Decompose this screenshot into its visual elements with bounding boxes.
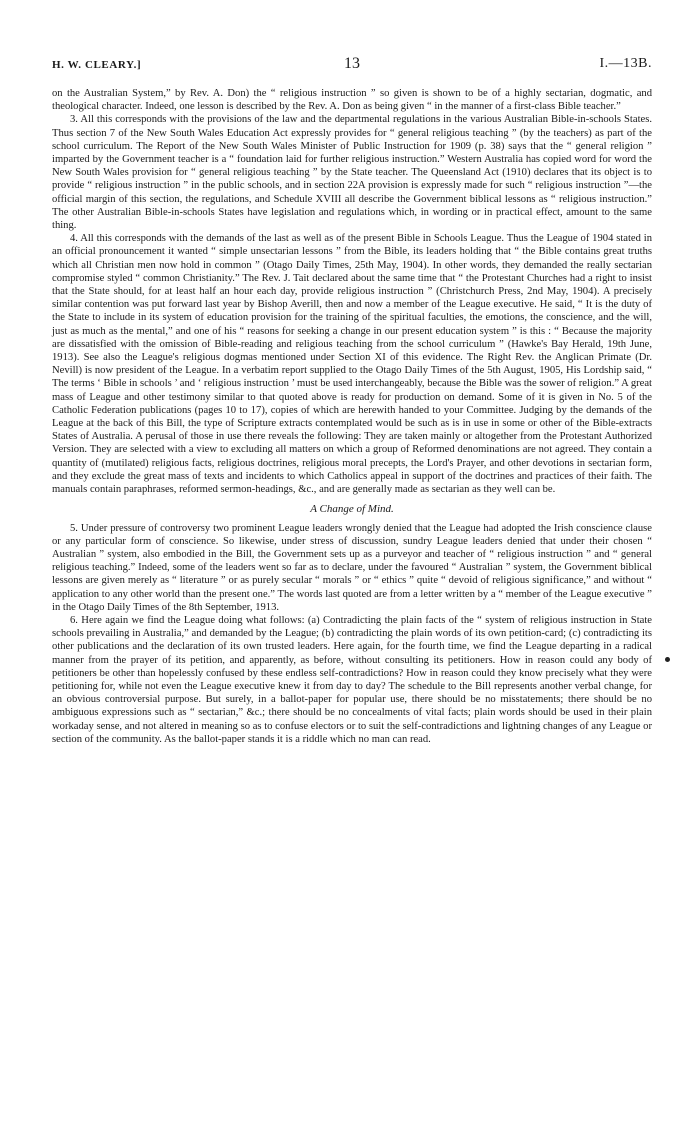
paragraph-6: 6. Here again we find the League doing what follows: (a) Contradicting the plain facts of the “ system of religious instruction in State schools prevailing in Australia,” and demanded by the League; (b) contradicting the plain words of its own petition-card; (c) contradicting its other publications and the declaration of its own trusted leaders. Here again, for the fourth time, we find the League departing in a radical manner from the prayer of its petition, and apparently, as before, without consulting its petitioners. How in reason could any body of petitioners be other than hopelessly confused by these endless self-contradictions? How in reason could they know precisely what they were petitioning for, while not even the League executive knew it from day to day? The schedule to the Bill represents another verbal change, for an obvious controversial purpose. But surely, in a ballot-paper for popular use, there should be no misstatements; there should be no ambiguous expressions such as “ sectarian,” &c.; there should be no concealments of vital facts; plain words should be used in their plain workaday sense, and not altered in meaning so as to confuse electors or to suit the self-contradictions and lightning changes of any League or section of the community. As the ballot-paper stands it is a riddle which no man can read. <box>52 614 652 745</box>
paragraph-4: 4. All this corresponds with the demands of the last as well as of the present Bible in Schools League. Thus the League of 1904 stated in an official pronouncement it wanted “ simple unsectarian lessons ” from the Bible, its leaders holding that “ the Bible contains great truths which all Christian men now hold in common ” (Otago Daily Times, 25th May, 1904). In other words, they demanded the really sectarian compromise styled “ common Christianity.” The Rev. J. Tait declared about the same time that “ the Protestant Churches had a right to insist that the State should, for at least half an hour each day, provide religious instruction ” (Christchurch Press, 2nd May, 1904). A precisely similar contention was put forward last year by Bishop Averill, then and now a member of the League executive. He said, “ It is the duty of the State to include in its system of education provision for the training of the spiritual faculties, the emotions, the conscience, and the will, just as much as the mental,” and one of his “ reasons for seeking a change in our present education system ” is this : “ Because the majority are dissatisfied with the omission of Bible-reading and religious teaching from the school curriculum ” (Hawke's Bay Herald, 19th June, 1913). See also the League's religious dogmas mentioned under Section XI of this evidence. The Right Rev. the Anglican Primate (Dr. Nevill) is now president of the League. In a verbatim report supplied to the Otago Daily Times of the 5th August, 1905, His Lordship said, “ The terms ‘ Bible in schools ’ and ‘ religious instruction ’ must be used interchangeably, because the Bible was the sower of religion.” A great mass of League and other testimony similar to that quoted above is ready for production on demand. Some of it is given in No. 5 of the Catholic Federation publications (pages 10 to 17), copies of which are herewith handed to your Committee. Judging by the demands of the League at the back of this Bill, the type of Scripture extracts contemplated would be such as is in use in some or other of the Bible-extracts States of Australia. A perusal of those in use there reveals the following: They are taken mainly or altogether from the Protestant Authorized Version. They are selected with a view to excluding all matters on which a group of Reformed denominations are not agreed. They contain a quantity of (mutilated) religious facts, religious doctrines, religious moral precepts, the Lord's Prayer, and other devotions in sectarian form, and they exclude the great mass of texts and incidents to which Catholics appeal in support of the doctrines and practices of their faith. The manuals contain paraphrases, reformed sermon-headings, &c., and are generally made as sectarian as they well can be. <box>52 233 652 496</box>
page-number: 13 <box>344 55 360 72</box>
body-text <box>52 87 652 746</box>
paragraph-5: 5. Under pressure of controversy two prominent League leaders wrongly denied that the League had adopted the Irish conscience clause or any particular form of conscience. So likewise, under stress of discussion, sundry League leaders denied that under their chosen “ Australian ” system, also embodied in the Bill, the Government sets up as a purveyor and teacher of “ religious instruction ” and “ general religious teaching.” Indeed, some of the leaders went so far as to declare, under the favoured “ Australian ” system, the Government biblical lessons are given merely as “ literature ” or as purely secular “ morals ” or “ ethics ” quite “ devoid of religious significance,” and without “ application to any other world than the present one.” The words last quoted are from a letter written by a “ member of the League executive ” in the Otago Daily Times of the 8th September, 1913. <box>52 522 652 613</box>
paragraph-continuation: on the Australian System,” by Rev. A. Don) the “ religious instruction ” so given is shown to be of a highly sectarian, dogmatic, and theological character. Indeed, one lesson is described by the Rev. A. Don as being given “ in the manner of a first-class Bible teacher.” <box>52 88 652 113</box>
section-heading: A Change of Mind. <box>310 503 394 516</box>
paper-code: I.—13B. <box>599 56 652 71</box>
author-header: H. W. CLEARY.] <box>52 59 142 71</box>
margin-dot <box>665 657 670 662</box>
page-header <box>52 55 652 77</box>
paragraph-3: 3. All this corresponds with the provisions of the law and the departmental regulations in the various Australian Bible-in-schools States. Thus section 7 of the New South Wales Education Act expressly provides for “ general religious teaching ” (by the teachers) as part of the school curriculum. The Report of the New South Wales Minister of Public Instruction for 1909 (p. 38) says that the “ general religion ” imparted by the Government teacher is a “ foundation laid for further religious instruction.” Western Australia has copied word for word the New South Wales provision for “ general religious teaching ” by the State teacher. The Queensland Act (1910) declares that its object is to provide “ religious instruction ” in the public schools, and in section 22A provision is expressly made for such “ religious instruction ”—the official margin of this section, the regulations, and Schedule XVIII all describe the Government biblical lessons as “ religious instruction.” The other Australian Bible-in-schools States have legislation and regulations which, in wording or in practical effect, amount to the same thing. <box>52 114 652 232</box>
